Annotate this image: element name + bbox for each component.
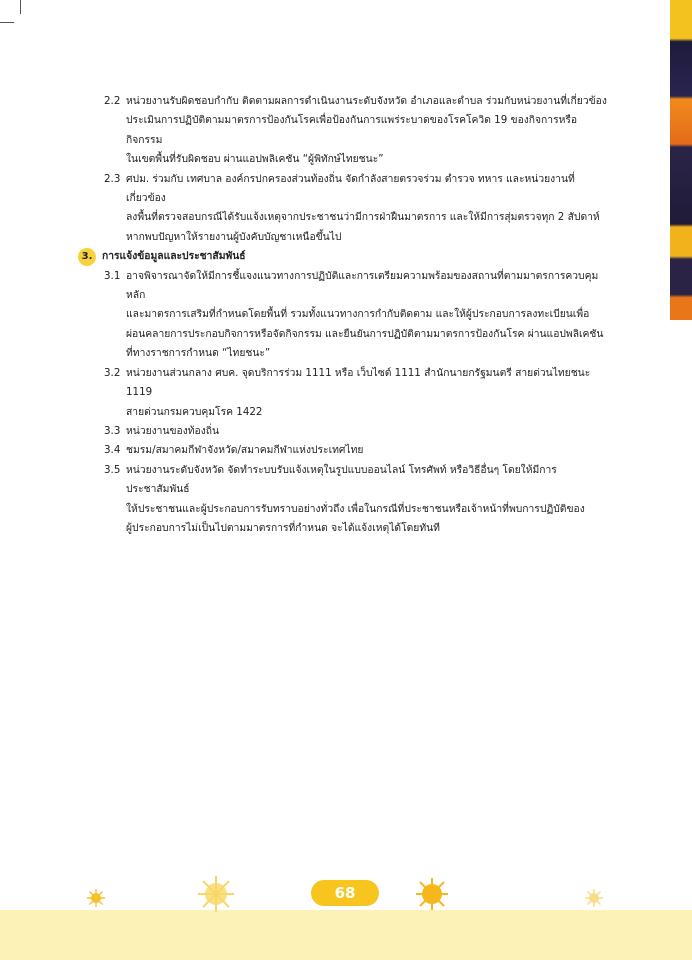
text-line: หากพบปัญหาให้รายงานผู้บังคับบัญชาเหนือขึ้นไป <box>126 230 342 243</box>
text-line: ให้ประชาชนและผู้ประกอบการรับทราบอย่างทั่วถึง เพื่อในกรณีที่ประชาชนหรือเจ้าหน้าที่พบการปฏิบัติของ <box>126 502 585 515</box>
footer-band <box>0 910 692 960</box>
item-text <box>126 267 612 364</box>
text-line: หน่วยงานระดับจังหวัด จัดทำระบบรับแจ้งเหตุในรูปแบบออนไลน์ โทรศัพท์ หรือวิธีอื่นๆ โดยให้มีการประชาสัมพันธ์ <box>126 463 557 496</box>
text-line: อาจพิจารณาจัดให้มีการชี้แจงแนวทางการปฏิบัติและการเตรียมความพร้อมของสถานที่ตามมาตรการควบคุมหลัก <box>126 269 599 302</box>
item-number: 3.3 <box>104 424 121 437</box>
item-text <box>126 364 612 422</box>
text-line: ศปม. ร่วมกับ เทศบาล องค์กรปกครองส่วนท้องถิ่น จัดกำลังสายตรวจร่วม ตำรวจ ทหาร และหน่วยงานที่เกี่ยวข้อง <box>126 172 575 205</box>
decorative-side-strip <box>670 0 692 320</box>
page-number: 68 <box>311 880 379 906</box>
item-number: 3.1 <box>104 269 121 282</box>
list-item-3-3 <box>104 422 612 441</box>
text-line: หน่วยงานของท้องถิ่น <box>126 424 220 437</box>
list-item-3-4 <box>104 441 612 460</box>
crop-mark <box>20 0 21 14</box>
list-item-3-1 <box>104 267 612 364</box>
text-line: ประเมินการปฏิบัติตามมาตรการป้องกันโรคเพื่อป้องกันการแพร่ระบาดของโรคโควิด 19 ของกิจการหรือกิจกรรม <box>126 114 578 146</box>
list-item-3-5 <box>104 461 612 539</box>
section-heading <box>78 247 612 266</box>
item-text <box>126 461 612 539</box>
item-text <box>126 170 612 248</box>
list-item-2-2 <box>104 92 612 170</box>
text-line: ที่ทางราชการกำหนด “ไทยชนะ” <box>126 347 271 360</box>
text-line: ผู้ประกอบการไม่เป็นไปตามมาตรการที่กำหนด จะได้แจ้งเหตุได้โดยทันที <box>126 521 440 534</box>
item-number: 3.2 <box>104 366 121 379</box>
virus-icon <box>196 874 236 914</box>
text-line: ชมรม/สมาคมกีฬาจังหวัด/สมาคมกีฬาแห่งประเทศไทย <box>126 444 364 457</box>
item-number: 3.4 <box>104 444 121 457</box>
crop-mark <box>0 22 14 23</box>
section-number-badge: 3. <box>78 248 96 266</box>
virus-icon <box>86 888 106 908</box>
body-text <box>81 92 612 538</box>
text-line: หน่วยงานรับผิดชอบกำกับ ติดตามผลการดำเนินงานระดับจังหวัด อำเภอและตำบล ร่วมกับหน่วยงานที่เกี่ยวข้อง <box>126 95 607 107</box>
list-item-3-2 <box>104 364 612 422</box>
virus-icon <box>414 876 450 912</box>
virus-icon <box>584 888 604 908</box>
item-number: 2.2 <box>104 95 121 107</box>
text-line: ในเขตพื้นที่รับผิดชอบ ผ่านแอปพลิเคชัน “ผู้พิทักษ์ไทยชนะ” <box>126 153 384 166</box>
text-line: สายด่วนกรมควบคุมโรค 1422 <box>126 405 263 418</box>
item-text <box>126 422 612 441</box>
text-line: ผ่อนคลายการประกอบกิจการหรือจัดกิจกรรม และยืนยันการปฏิบัติตามมาตรการป้องกันโรค ผ่านแอปพลิเคชัน <box>126 327 604 340</box>
text-line: หน่วยงานส่วนกลาง ศบค. จุดบริการร่วม 1111 หรือ เว็บไซต์ 1111 สำนักนายกรัฐมนตรี สายด่วนไทยชนะ 1119 <box>126 366 591 399</box>
text-line: ลงพื้นที่ตรวจสอบกรณีได้รับแจ้งเหตุจากประชาชนว่ามีการฝ่าฝืนมาตรการ และให้มีการสุ่มตรวจทุก 2 สัปดาห์ <box>126 211 600 224</box>
section-title: การแจ้งข้อมูลและประชาสัมพันธ์ <box>102 250 246 263</box>
item-text <box>126 92 612 170</box>
text-line: และมาตรการเสริมที่กำหนดโดยพื้นที่ รวมทั้งแนวทางการกำกับติดตาม และให้ผู้ประกอบการลงทะเบียนเพื่อ <box>126 308 590 321</box>
item-text <box>126 441 612 460</box>
item-number: 2.3 <box>104 172 121 185</box>
list-item-2-3 <box>104 170 612 248</box>
item-number: 3.5 <box>104 463 121 476</box>
